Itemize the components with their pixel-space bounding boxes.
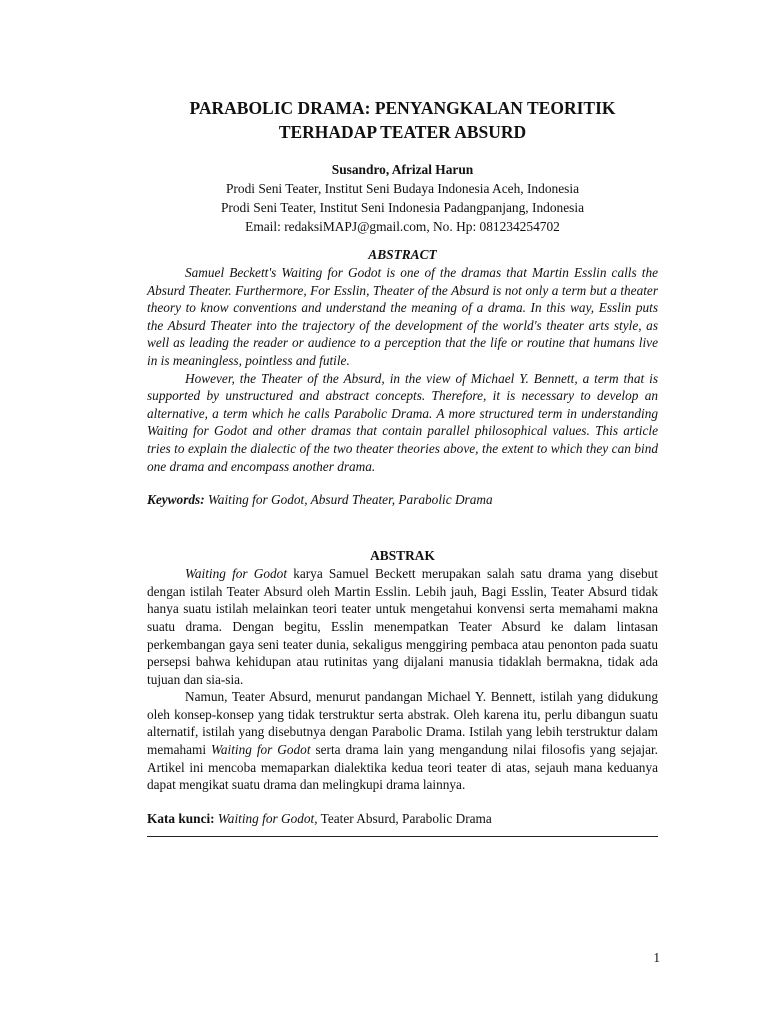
affiliation-1: Prodi Seni Teater, Institut Seni Budaya Indonesia Aceh, Indonesia [225, 181, 580, 196]
author-names: Susandro, Afrizal Harun [331, 162, 474, 177]
affiliation-2: Prodi Seni Teater, Institut Seni Indonesia Padangpanjang, Indonesia [220, 200, 585, 215]
paper-page [147, 96, 658, 845]
kata-kunci-label: Kata kunci: [147, 810, 215, 826]
abstrak-p2-italic: Waiting for Godot [211, 742, 311, 758]
abstract-indonesian [147, 547, 658, 794]
abstrak-p2-text-b: serta drama lain yang mengandung nilai filosofis yang sejajar. Artikel ini mencoba memaparkan dialektika kedua teori teater di atas, sejauh mana keduanya dapat mengikat suatu drama dan melingkupi drama lainnya. [147, 742, 658, 793]
title-line-2: TERHADAP TEATER ABSURD [278, 122, 527, 142]
contact-info: Email: redaksiMAPJ@gmail.com, No. Hp: 081234254702 [245, 219, 560, 234]
abstract-heading: ABSTRACT [368, 247, 437, 262]
abstrak-paragraph-1 [147, 565, 658, 688]
abstrak-paragraph-2 [147, 688, 658, 794]
abstrak-p2-text-a: Namun, Teater Absurd, menurut pandangan Michael Y. Bennett, istilah yang didukung oleh konsep-konsep yang tidak terstruktur serta abstrak. Oleh karena itu, perlu dibangun suatu alternatif, istilah yang disebutnya dengan Parabolic Drama. Istilah yang lebih terstruktur dalam memahami [147, 689, 658, 758]
footer-divider [147, 836, 658, 837]
abstract-paragraph-2: However, the Theater of the Absurd, in the view of Michael Y. Bennett, a term that is supported by unstructured and abstract concepts. Therefore, it is necessary to develop an alternative, a term which he calls Parabolic Drama. A more structured term in understanding Waiting for Godot and other dramas that contain parallel philosophical values. This article tries to explain the dialectic of the two theater theories above, the extent to which they can bind one drama and encompass another drama. [147, 370, 658, 474]
abstrak-p1-italic: Waiting for Godot [185, 566, 288, 582]
kata-kunci-text: Teater Absurd, Parabolic Drama [317, 810, 492, 826]
keywords-line [147, 491, 658, 509]
abstrak-heading: ABSTRAK [370, 548, 435, 564]
paper-title [147, 96, 658, 144]
title-line-1: PARABOLIC DRAMA: PENYANGKALAN TEORITIK [189, 98, 616, 118]
keywords-label: Keywords: [147, 492, 205, 508]
abstract-english [147, 246, 658, 475]
author-block [147, 160, 658, 236]
page-number: 1 [653, 950, 660, 965]
keywords-text: Waiting for Godot, Absurd Theater, Parabolic Drama [204, 492, 493, 508]
kata-kunci-italic: Waiting for Godot, [214, 810, 318, 826]
abstract-paragraph-1: Samuel Beckett's Waiting for Godot is one of the dramas that Martin Esslin calls the Absurd Theater. Furthermore, For Esslin, Theater of the Absurd is not only a term but a theater theory to know conventions and understand the meaning of a drama. In this way, Esslin puts the Absurd Theater into the trajectory of the development of the world's theater arts style, as well as leading the reader or audience to a perception that the life or routine that humans live in is meaningless, pointless and futile. [147, 265, 658, 368]
kata-kunci-line [147, 810, 658, 828]
abstrak-p1-text: karya Samuel Beckett merupakan salah satu drama yang disebut dengan istilah Teater Absurd oleh Martin Esslin. Lebih jauh, Bagi Esslin, Teater Absurd tidak hanya suatu istilah melainkan teori teater untuk mengetahui konvensi serta memahami makna suatu drama. Dengan begitu, Esslin menempatkan Teater Absurd ke dalam lintasan perkembangan gaya seni teater dunia, sekaligus menggiring pembaca atau penonton pada suatu persepsi bahwa kehidupan atau rutinitas yang dijalani manusia tidaklah bermakna, tidak ada tujuan dan sia-sia. [147, 566, 658, 687]
